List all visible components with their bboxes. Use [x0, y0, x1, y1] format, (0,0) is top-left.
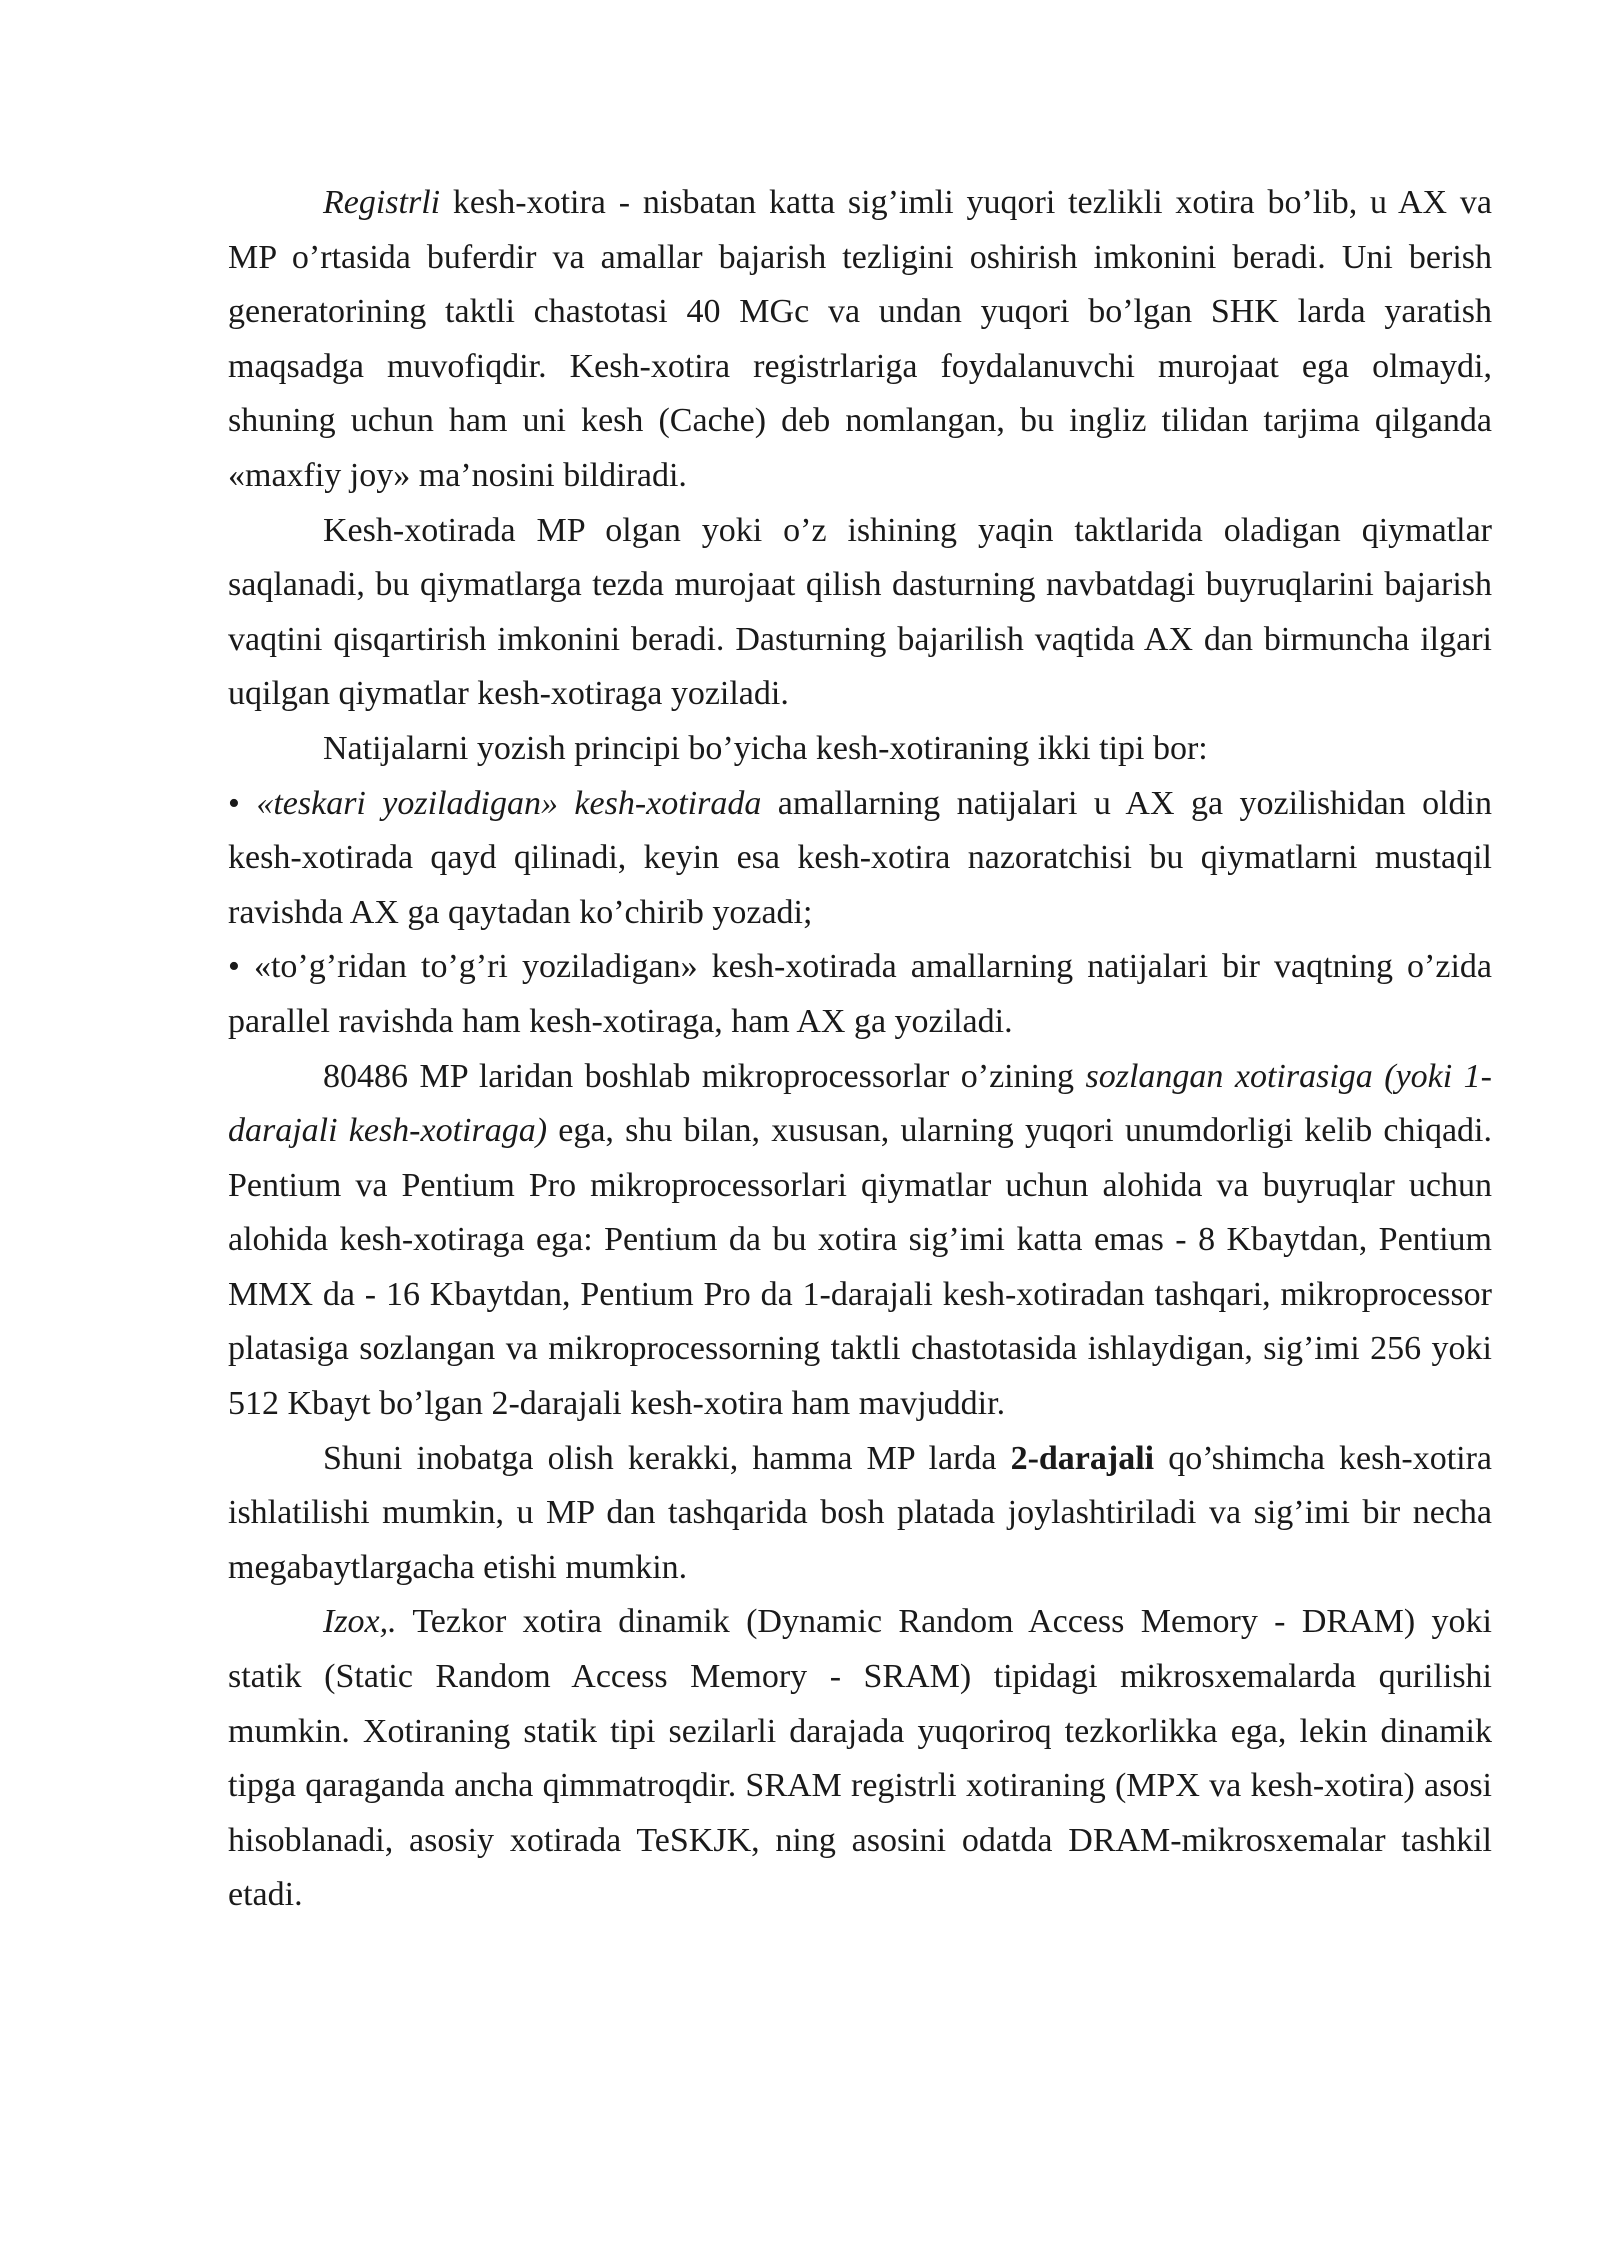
- bullet-write-through-cache: • «to’g’ridan to’g’ri yoziladigan» kesh-xotirada amallarning natijalari bir vaqtning o’zida parallel ravishda ham kesh-xotiraga, ham AX ga yoziladi.: [228, 948, 1492, 1040]
- term-izox: Izox,.: [323, 1603, 397, 1641]
- term-level1-cache: sozlangan xotirasiga (yoki 1-darajali kesh-xotiraga): [228, 1057, 1492, 1150]
- paragraph-cache-types-intro: Natijalarni yozish principi bo’yicha kesh-xotiraning ikki tipi bor:: [323, 729, 1208, 767]
- paragraph-level1-cache: 80486 MP laridan boshlab mikroprocessorlar o’zining sozlangan xotirasiga (yoki 1-darajali kesh-xotiraga) ega, shu bilan, xususan, ularning yuqori unumdorligi kelib chiqadi. Pentium va Pentium Pro mikroprocessorlari qiymatlar uchun alohida va buyruqlar uchun alohida kesh-xotiraga ega: Pentium da bu xotira sig’imi katta emas - 8 Kbaytdan, Pentium MMX da - 16 Kbaytdan, Pentium Pro da 1-darajali kesh-xotiradan tashqari, mikroprocessor platasiga sozlangan va mikroprocessorning taktli chastotasida ishlaydigan, sig’imi 256 yoki 512 Kbayt bo’lgan 2-darajali kesh-xotira ham mavjuddir.: [228, 1057, 1492, 1423]
- paragraph-level2-cache: Shuni inobatga olish kerakki, hamma MP larda 2-darajali qo’shimcha kesh-xotira ishlatilishi mumkin, u MP dan tashqarida bosh platada joylashtiriladi va sig’imi bir necha megabaytlargacha etishi mumkin.: [228, 1439, 1492, 1586]
- term-write-back: «teskari yoziladigan» kesh-xotirada: [256, 784, 762, 822]
- term-registrli: Registrli: [323, 184, 441, 221]
- paragraph-dram-sram-note: Izox,. Tezkor xotira dinamik (Dynamic Random Access Memory - DRAM) yoki statik (Static Random Access Memory - SRAM) tipidagi mikrosxemalarda qurilishi mumkin. Xotiraning statik tipi sezilarli darajada yuqoriroq tezkorlikka ega, lekin dinamik tipga qaraganda ancha qimmatroqdir. SRAM registrli xotiraning (MPX va kesh-xotira) asosi hisoblanadi, asosiy xotirada TeSKJK, ning asosini odatda DRAM-mikrosxemalar tashkil etadi.: [228, 1603, 1492, 1914]
- term-level2: 2-darajali: [1010, 1439, 1155, 1477]
- document-body: [228, 176, 1492, 1923]
- bullet-write-back-cache: • «teskari yoziladigan» kesh-xotirada amallarning natijalari u AX ga yozilishidan oldin kesh-xotirada qayd qilinadi, keyin esa kesh-xotira nazoratchisi bu qiymatlarni mustaqil ravishda AX ga qaytadan ko’chirib yozadi;: [228, 784, 1492, 931]
- paragraph-cache-contents: Kesh-xotirada MP olgan yoki o’z ishining yaqin taktlarida oladigan qiymatlar saqlanadi, bu qiymatlarga tezda murojaat qilish dasturning navbatdagi buyruqlarini bajarish vaqtini qisqartirish imkonini beradi. Dasturning bajarilish vaqtida AX dan birmuncha ilgari uqilgan qiymatlar kesh-xotiraga yoziladi.: [228, 511, 1492, 713]
- paragraph-registrli-cache: Registrli kesh-xotira - nisbatan katta sig’imli yuqori tezlikli xotira bo’lib, u AX va MP o’rtasida buferdir va amallar bajarish tezligini oshirish imkonini beradi. Uni berish generatorining taktli chastotasi 40 MGc va undan yuqori bo’lgan SHK larda yaratish maqsadga muvofiqdir. Kesh-xotira registrlariga foydalanuvchi murojaat ega olmaydi, shuning uchun ham uni kesh (Cache) deb nomlangan, bu ingliz tilidan tarjima qilganda «maxfiy joy» ma’nosini bildiradi.: [228, 184, 1492, 494]
